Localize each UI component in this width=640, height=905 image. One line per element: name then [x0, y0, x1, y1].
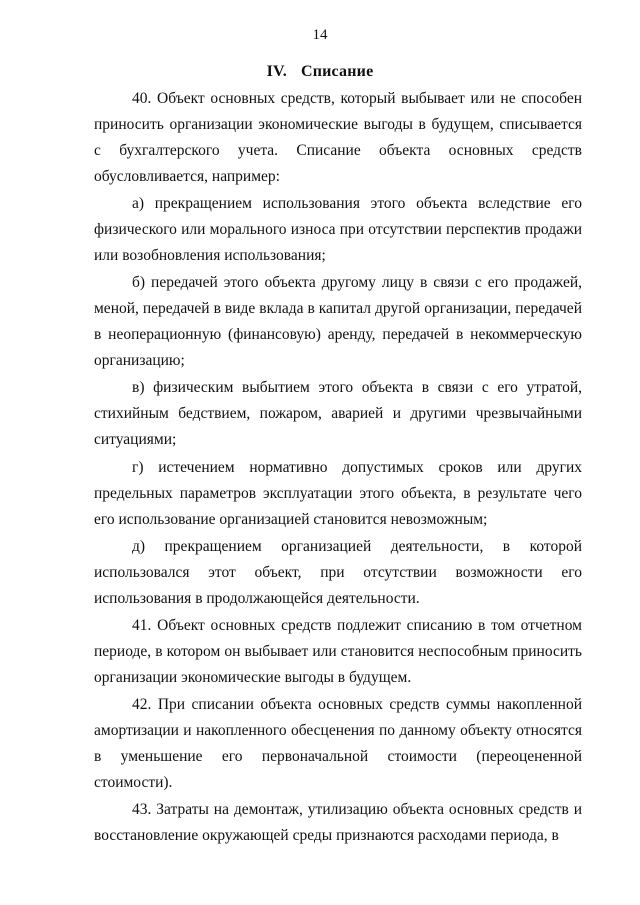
- paragraph-41: 41. Объект основных средств подлежит списанию в том отчетном периоде, в котором он выбывает или становится неспособным приносить организации экономические выгоды в будущем.: [94, 617, 582, 686]
- paragraph-43: 43. Затраты на демонтаж, утилизацию объекта основных средств и восстановление окружающей среды признаются расходами периода, в: [94, 801, 582, 845]
- section-title: [0, 63, 640, 81]
- paragraph-42: 42. При списании объекта основных средств суммы накопленной амортизации и накопленного обесценения по данному объекту относятся в уменьшение его первоначальной стоимости (переоцененной стоимости).: [94, 696, 582, 792]
- paragraph-40: 40. Объект основных средств, который выбывает или не способен приносить организации экономические выгоды в будущем, списывается с бухгалтерского учета. Списание объекта основных средств обусловливается, например:: [94, 90, 582, 185]
- page-number: 14: [312, 27, 328, 43]
- paragraph-40a: а) прекращением использования этого объекта вследствие его физического или морального износа при отсутствии перспектив продажи или возобновления использования;: [94, 195, 582, 264]
- paragraph-40b: б) передачей этого объекта другому лицу в связи с его продажей, меной, передачей в виде вклада в капитал другой организации, передачей в неоперационную (финансовую) аренду, передачей в некоммерческую организацию;: [94, 274, 582, 370]
- paragraph-40d: г) истечением нормативно допустимых сроков или других предельных параметров эксплуатации этого объекта, в результате чего его использование организацией становится невозможным;: [94, 458, 582, 528]
- section-title-text: Списание: [300, 63, 374, 80]
- paragraph-40c: в) физическим выбытием этого объекта в связи с его утратой, стихийным бедствием, пожаром, аварией и другими чрезвычайными ситуациями;: [94, 379, 582, 449]
- paragraph-40e: д) прекращением организацией деятельности, в которой использовался этот объект, при отсутствии возможности его использования в продолжающейся деятельности.: [94, 537, 582, 607]
- section-numeral: IV.: [266, 63, 287, 80]
- body-text: [94, 86, 582, 851]
